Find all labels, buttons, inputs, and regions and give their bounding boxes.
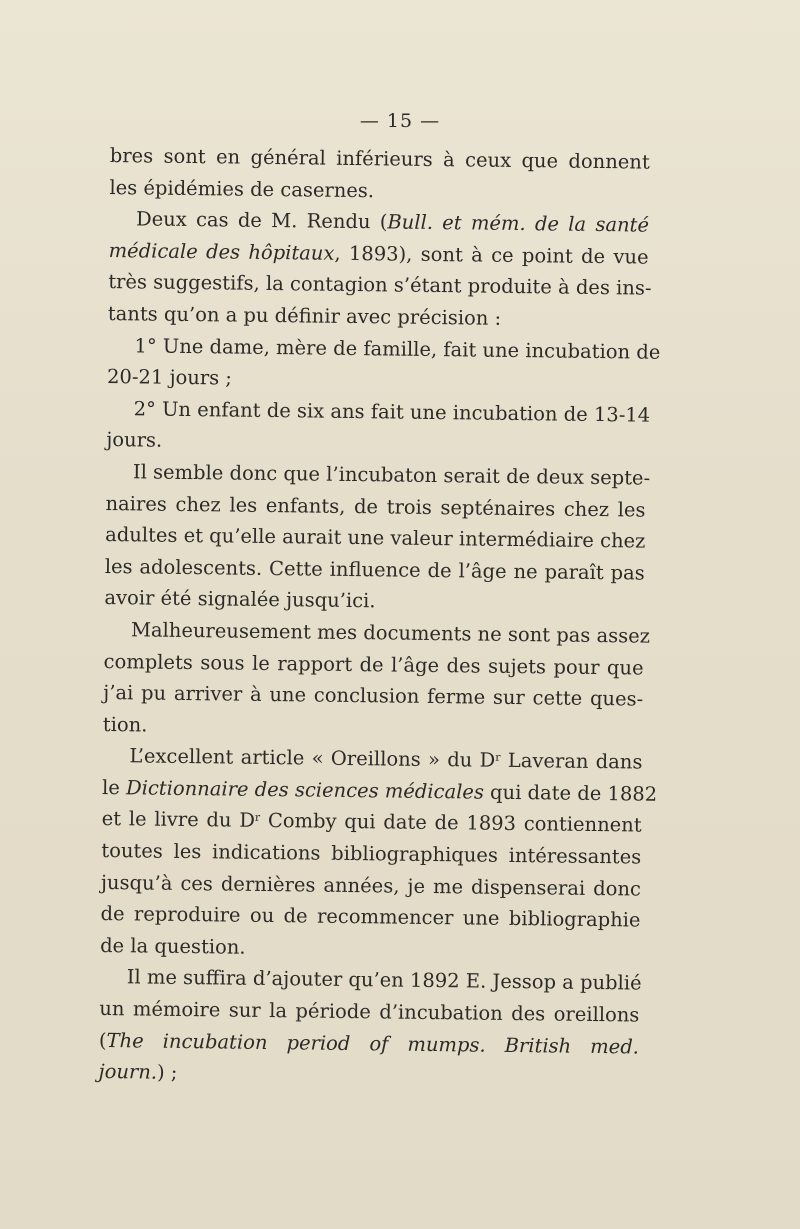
text-run: 20-21 jours ; <box>106 365 233 390</box>
text-run: ( <box>98 1028 107 1052</box>
text-run: de reproduire ou de recommencer une bibliographie <box>100 902 641 932</box>
superscript: r <box>495 751 501 765</box>
text-run: Malheureusement mes documents ne sont pas assez <box>130 618 651 648</box>
italic-text: journ. <box>98 1060 158 1084</box>
text-run: bres sont en général inférieurs à ceux que donnent <box>109 143 650 174</box>
text-run: Il semble donc que l’incubaton serait de deux septe- <box>132 460 651 490</box>
italic-text: Dictionnaire des sciences médicales <box>125 776 485 804</box>
text-run: jours. <box>106 428 163 453</box>
text-run: 2° Un enfant de six ans fait une incubation de 13-14 <box>133 397 651 427</box>
text-run: 1° Une dame, mère de famille, fait une incubation de <box>134 333 661 364</box>
text-run: avoir été signalée jusqu’ici. <box>104 586 376 613</box>
text-run: tion. <box>102 712 148 737</box>
superscript: r <box>254 811 261 825</box>
text-run: Il me suffira d’ajouter qu’en 1892 E. Jessop a publié <box>126 965 642 995</box>
page-number: — 15 — <box>359 110 441 132</box>
text-run: Laveran dans <box>500 749 643 774</box>
text-run: naires chez les enfants, de trois septénaires chez les <box>105 491 646 522</box>
italic-text: médicale des hôpitaux <box>108 238 335 265</box>
text-run: et le livre du D <box>101 807 256 833</box>
text-run: toutes les indications bibliographiques intéressantes <box>101 839 642 869</box>
text-run: les adolescents. Cette influence de l’âge ne paraît pas <box>104 554 645 585</box>
text-run: un mémoire sur la période d’incubation des oreillons <box>99 996 640 1027</box>
text-run: qui date de 1882 <box>483 780 658 806</box>
text-run: j’ai pu arriver à une conclusion ferme sur cette ques- <box>103 681 644 711</box>
text-run: Comby qui date de 1893 contiennent <box>260 809 642 838</box>
italic-text: Bull. et mém. de la santé <box>387 210 650 237</box>
text-run: le <box>101 775 127 800</box>
text-run: tants qu’on a pu définir avec précision : <box>107 301 502 330</box>
italic-text: The incubation period of mumps. British med. <box>106 1028 640 1059</box>
text-run: adultes et qu’elle aurait une valeur intermédiaire chez <box>105 523 646 553</box>
text-run: complets sous le rapport de l’âge des sujets pour que <box>103 649 644 680</box>
text-line <box>98 1056 638 1094</box>
text-run: très suggestifs, la contagion s’étant produite à des ins- <box>108 270 652 301</box>
text-run: Deux cas de M. Rendu ( <box>135 207 388 234</box>
text-run: les épidémies de casernes. <box>109 175 375 202</box>
text-run: L’excellent article « Oreillons » du D <box>129 744 496 773</box>
text-run: jusqu’à ces dernières années, je me dispenserai donc <box>100 870 642 901</box>
text-run: de la question. <box>100 933 246 959</box>
text-run: , 1893), sont à ce point de vue <box>334 241 649 269</box>
text-run: ) ; <box>156 1060 178 1085</box>
text-line <box>103 677 643 715</box>
body-text <box>98 140 661 1094</box>
